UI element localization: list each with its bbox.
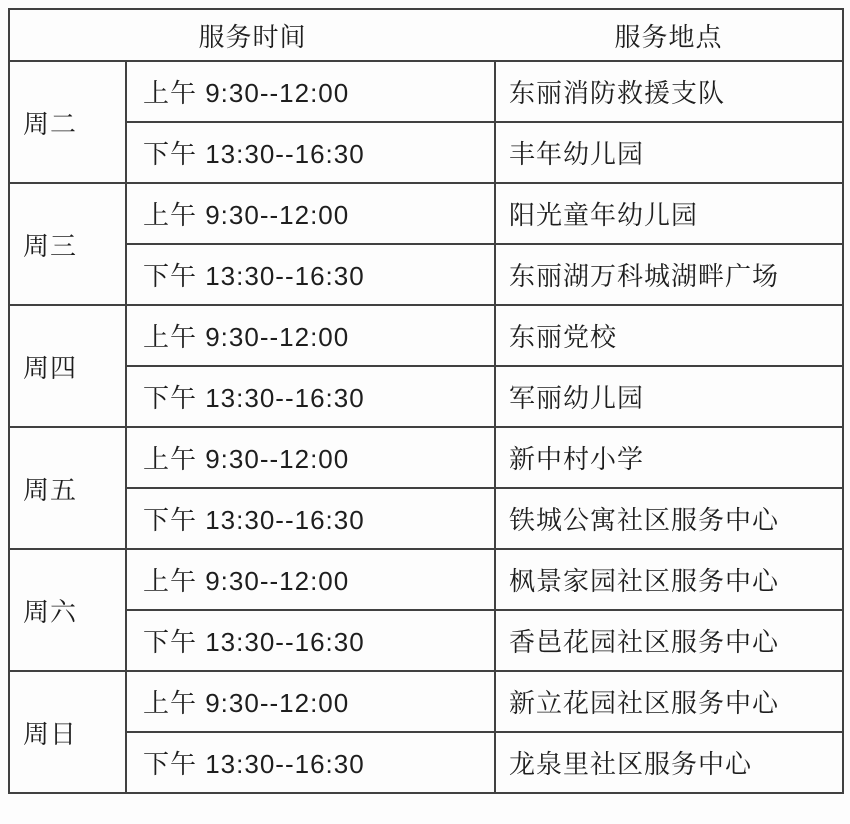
table-row — [9, 183, 843, 244]
location-cell: 丰年幼儿园 — [495, 122, 843, 183]
time-cell: 下午 13:30--16:30 — [126, 610, 495, 671]
location-cell: 铁城公寓社区服务中心 — [495, 488, 843, 549]
header-service-location: 服务地点 — [495, 9, 843, 61]
table-row — [9, 305, 843, 366]
time-cell: 下午 13:30--16:30 — [126, 122, 495, 183]
table-row — [9, 61, 843, 122]
table-row — [9, 122, 843, 183]
time-cell: 上午 9:30--12:00 — [126, 671, 495, 732]
time-cell: 下午 13:30--16:30 — [126, 244, 495, 305]
table-row — [9, 732, 843, 793]
location-cell: 东丽消防救援支队 — [495, 61, 843, 122]
table-row — [9, 366, 843, 427]
location-cell: 新立花园社区服务中心 — [495, 671, 843, 732]
service-schedule-table — [8, 8, 844, 794]
table-row — [9, 549, 843, 610]
time-cell: 下午 13:30--16:30 — [126, 488, 495, 549]
header-service-time: 服务时间 — [9, 9, 495, 61]
day-cell-friday: 周五 — [9, 427, 126, 549]
day-cell-thursday: 周四 — [9, 305, 126, 427]
day-cell-sunday: 周日 — [9, 671, 126, 793]
time-cell: 上午 9:30--12:00 — [126, 183, 495, 244]
day-cell-tuesday: 周二 — [9, 61, 126, 183]
location-cell: 阳光童年幼儿园 — [495, 183, 843, 244]
location-cell: 新中村小学 — [495, 427, 843, 488]
location-cell: 东丽湖万科城湖畔广场 — [495, 244, 843, 305]
table-row — [9, 427, 843, 488]
location-cell: 枫景家园社区服务中心 — [495, 549, 843, 610]
header-row — [9, 9, 843, 61]
table-row — [9, 610, 843, 671]
location-cell: 龙泉里社区服务中心 — [495, 732, 843, 793]
location-cell: 东丽党校 — [495, 305, 843, 366]
location-cell: 军丽幼儿园 — [495, 366, 843, 427]
time-cell: 上午 9:30--12:00 — [126, 61, 495, 122]
time-cell: 上午 9:30--12:00 — [126, 549, 495, 610]
time-cell: 下午 13:30--16:30 — [126, 366, 495, 427]
day-cell-wednesday: 周三 — [9, 183, 126, 305]
day-cell-saturday: 周六 — [9, 549, 126, 671]
location-cell: 香邑花园社区服务中心 — [495, 610, 843, 671]
time-cell: 上午 9:30--12:00 — [126, 427, 495, 488]
time-cell: 下午 13:30--16:30 — [126, 732, 495, 793]
time-cell: 上午 9:30--12:00 — [126, 305, 495, 366]
table-row — [9, 488, 843, 549]
table-row — [9, 671, 843, 732]
table-row — [9, 244, 843, 305]
